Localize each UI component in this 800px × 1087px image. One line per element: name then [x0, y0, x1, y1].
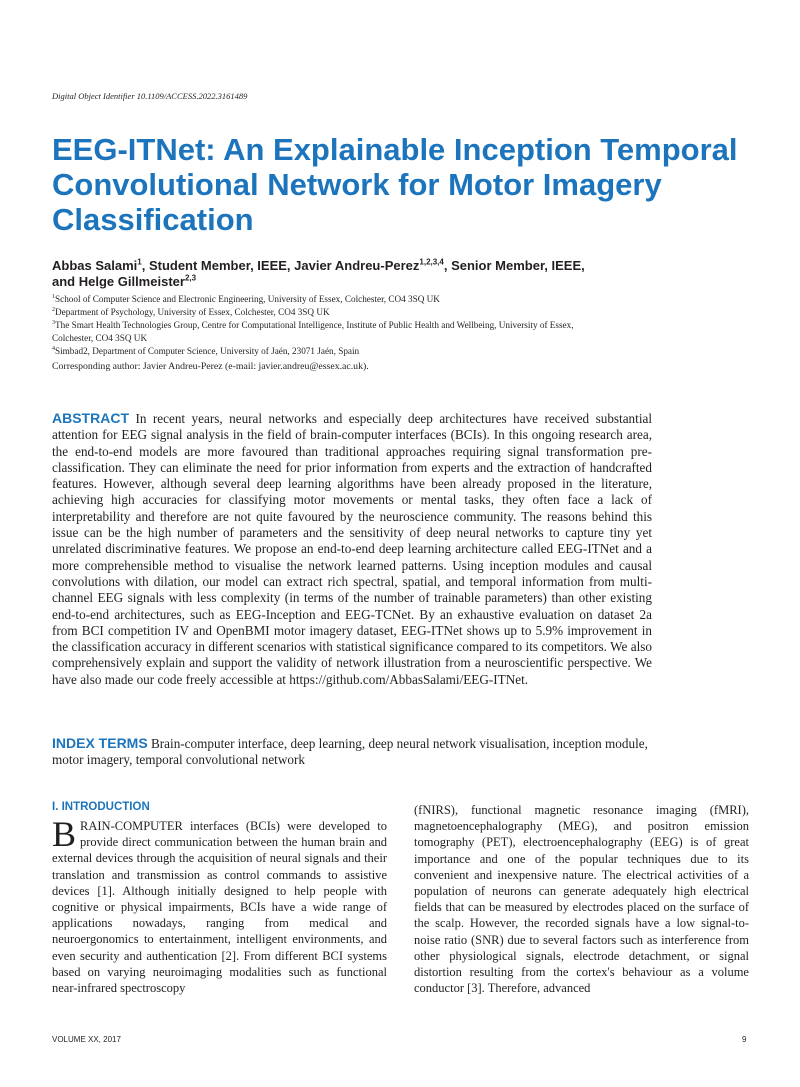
affiliation-2-sup: 2	[52, 306, 55, 313]
author-2-name: Javier Andreu-Perez	[294, 258, 420, 273]
author-3-name: and Helge Gillmeister	[52, 274, 185, 289]
intro-smallcaps: RAIN-COMPUTER	[80, 819, 183, 833]
footer-volume: VOLUME XX, 2017	[52, 1035, 121, 1044]
author-list	[52, 258, 752, 290]
author-2-affil: 1,2,3,4	[419, 257, 444, 267]
affiliation-4-text: Simbad2, Department of Computer Science, University of Jaén, 23071 Jaén, Spain	[55, 346, 360, 356]
affiliation-1-text: School of Computer Science and Electronic Engineering, University of Essex, Colchester, CO4 3SQ UK	[55, 294, 440, 304]
affiliation-2	[52, 306, 652, 319]
abstract-text: In recent years, neural networks and especially deep architectures have received substantial attention for EEG signal analysis in the field of brain-computer interfaces (BCIs). In this ongoing research area, the end-to-end models are more favoured than traditional approaches requiring signal transformation pre-classification. They can eliminate the need for prior information from experts and the extraction of handcrafted features. However, although several deep learning algorithms have been already proposed in the literature, achieving high accuracies for classifying motor movements or mental tasks, they often face a lack of interpretability and therefore are not quite favoured by the neuroscience community. The reasons behind this issue can be the high number of parameters and the sensitivity of deep neural networks to capture tiny yet unrelated discriminative features. We propose an end-to-end deep learning architecture called EEG-ITNet and a more comprehensible method to visualise the network learned patterns. Using inception modules and causal convolutions with dilation, our model can extract rich spectral, spatial, and temporal information from multi-channel EEG signals with less complexity (in terms of the number of trainable parameters) than other existing end-to-end architectures, such as EEG-Inception and EEG-TCNet. By an exhaustive evaluation on dataset 2a from BCI competition IV and OpenBMI motor imagery dataset, EEG-ITNet shows up to 5.9% improvement in the classification accuracy in different scenarios with statistical significance compared to its competitors. We also comprehensively explain and support the validity of network illustration from a neuroscientific perspective. We have also made our code freely accessible at https://github.com/AbbasSalami/EEG-ITNet.	[52, 411, 652, 687]
affiliations	[52, 293, 652, 358]
abstract-label: ABSTRACT	[52, 410, 129, 426]
affiliation-1	[52, 293, 652, 306]
affiliation-4	[52, 345, 652, 358]
index-terms-text: Brain-computer interface, deep learning, deep neural network visualisation, inception module, motor imagery, temporal convolutional network	[52, 736, 648, 768]
author-3-affil: 2,3	[184, 273, 197, 283]
author-2-role: , Senior Member, IEEE,	[443, 258, 585, 273]
affiliation-2-text: Department of Psychology, University of Essex, Colchester, CO4 3SQ UK	[55, 307, 330, 317]
intro-right-column	[414, 802, 749, 996]
author-1-affil: 1	[137, 257, 142, 267]
paper-title	[52, 132, 762, 237]
index-terms	[52, 735, 652, 769]
drop-cap: B	[52, 814, 77, 854]
author-1-name: Abbas Salami	[52, 258, 138, 273]
corresponding-author: Corresponding author: Javier Andreu-Perez (e-mail: javier.andreu@essex.ac.uk).	[52, 361, 369, 372]
affiliation-3-cont	[52, 332, 652, 345]
affiliation-3-cont-text: Colchester, CO4 3SQ UK	[52, 333, 148, 343]
affiliation-3-text: The Smart Health Technologies Group, Centre for Computational Intelligence, Institute of Public Health and Wellbeing, University of Essex,	[55, 320, 574, 330]
affiliation-3	[52, 319, 652, 332]
affiliation-4-sup: 4	[52, 345, 55, 352]
intro-left-column	[52, 814, 387, 996]
doi-header: Digital Object Identifier 10.1109/ACCESS.2022.3161489	[52, 91, 248, 101]
title-line-3: Classification	[52, 202, 254, 237]
intro-left-text: interfaces (BCIs) were developed to provide direct communication between the human brain and external devices through the acquisition of neural signals and their translation and transmission as control commands to assistive devices [1]. Although initially designed to help people with cognitive or physical impairments, BCIs have a wide range of applications nowadays, ranging from medical and neuroergonomics to entertainment, intelligent environments, and even security and authentication [2]. From different BCI systems based on varying neuroimaging modalities such as functional near-infrared spectroscopy	[52, 819, 387, 996]
section-heading-introduction: I. INTRODUCTION	[52, 801, 150, 813]
index-terms-label: INDEX TERMS	[52, 735, 148, 751]
abstract	[52, 410, 652, 688]
title-line-2: Convolutional Network for Motor Imagery	[52, 167, 662, 202]
footer-page-number: 9	[742, 1035, 747, 1044]
affiliation-3-sup: 3	[52, 319, 55, 326]
author-1-role: , Student Member, IEEE,	[141, 258, 295, 273]
intro-right-text: (fNIRS), functional magnetic resonance imaging (fMRI), magnetoencephalography (MEG), and positron emission tomography (PET), electroencephalography (EEG) is of great importance and one of the popular techniques due to its convenient and inexpensive nature. The electrical activities of a population of neurons can generate adequately high electrical fields that can be measured by electrodes placed on the surface of the scalp. However, the recorded signals have a low signal-to-noise ratio (SNR) due to several factors such as interference from other physiological signals, electrode detachment, or signal distortion resulting from the cortex's behaviour as a volume conductor [3]. Therefore, advanced	[414, 803, 749, 996]
title-line-1: EEG-ITNet: An Explainable Inception Temporal	[52, 132, 738, 167]
affiliation-1-sup: 1	[52, 293, 55, 300]
